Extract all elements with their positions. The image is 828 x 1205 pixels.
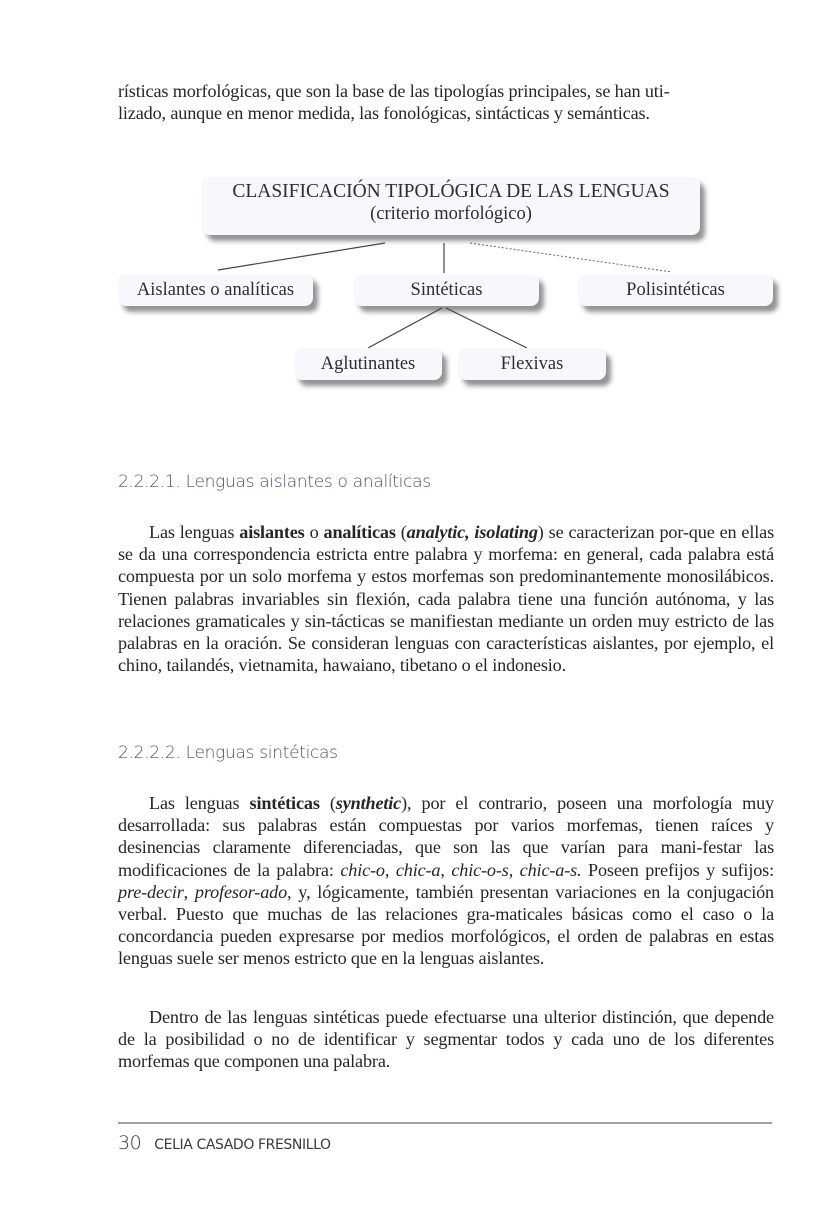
page-footer [118,1132,331,1154]
connector-aislantes [218,243,385,270]
footer-divider [118,1122,772,1124]
page-number: 30 [118,1132,142,1154]
diagram-node-aislantes: Aislantes o analíticas [118,274,313,306]
section2-paragraph-2: Dentro de las lenguas sintéticas puede efectuarse una ulterior distinción, que depende de la posibilidad o no de identificar y segmentar todos y cada uno de los diferentes morfemas que componen una palabra. [118,1007,774,1072]
footer-author: CELIA CASADO FRESNILLO [154,1137,331,1153]
section1-paragraph: Las lenguas aislantes o analíticas (analytic, isolating) se caracterizan por-que en ellas se da una correspondencia estricta entre palabra y morfema: en general, cada palabra está compuesta por un solo morfema y estos morfemas son predominantemente monosilábicos. Tienen palabras invariables sin flexión, cada palabra tiene una función autónoma, y las relaciones gramaticales y sin-tácticas se manifiestan mediante un orden muy estricto de las palabras en la oración. Se consideran lenguas con características aislantes, por ejemplo, el chino, tailandés, vietnamita, hawaiano, tibetano o el indonesio. [118,522,774,676]
intro-line-2: lizado, aunque en menor medida, las fonológicas, sintácticas y semánticas. [118,103,650,124]
connector-polisinteticas [470,243,672,272]
connector-aglutinantes [368,308,442,348]
connector-flexivas [446,308,527,348]
diagram-root-box [202,177,700,235]
diagram-root-subtitle: (criterio morfológico) [370,204,532,224]
diagram-root-title: CLASIFICACIÓN TIPOLÓGICA DE LAS LENGUAS [232,181,670,202]
diagram-node-flexivas: Flexivas [458,348,606,380]
section-heading-aislantes: 2.2.2.1. Lenguas aislantes o analíticas [118,472,431,492]
intro-line-1: rísticas morfológicas, que son la base de las tipologías principales, se han uti- [118,81,670,101]
diagram-node-sinteticas: Sintéticas [354,274,539,306]
diagram-node-aglutinantes: Aglutinantes [294,348,442,380]
diagram-node-polisinteticas: Polisintéticas [578,274,773,306]
section-heading-sinteticas: 2.2.2.2. Lenguas sintéticas [118,743,338,763]
section2-paragraph-1: Las lenguas sintéticas (synthetic), por el contrario, poseen una morfología muy desarrollada: sus palabras están compuestas por varios morfemas, tienen raíces y desinencias claramente diferenciadas, que son las que varían para mani-festar las modificaciones de la palabra: chic-o, chic-a, chic-o-s, chic-a-s. Poseen prefijos y sufijos: pre-decir, profesor-ado, y, lógicamente, también presentan variaciones en la conjugación verbal. Puesto que muchas de las relaciones gra-maticales básicas como el caso o la concordancia pueden expresarse por medios morfológicos, el orden de palabras en estas lenguas suele ser menos estricto que en la lenguas aislantes. [118,793,774,969]
